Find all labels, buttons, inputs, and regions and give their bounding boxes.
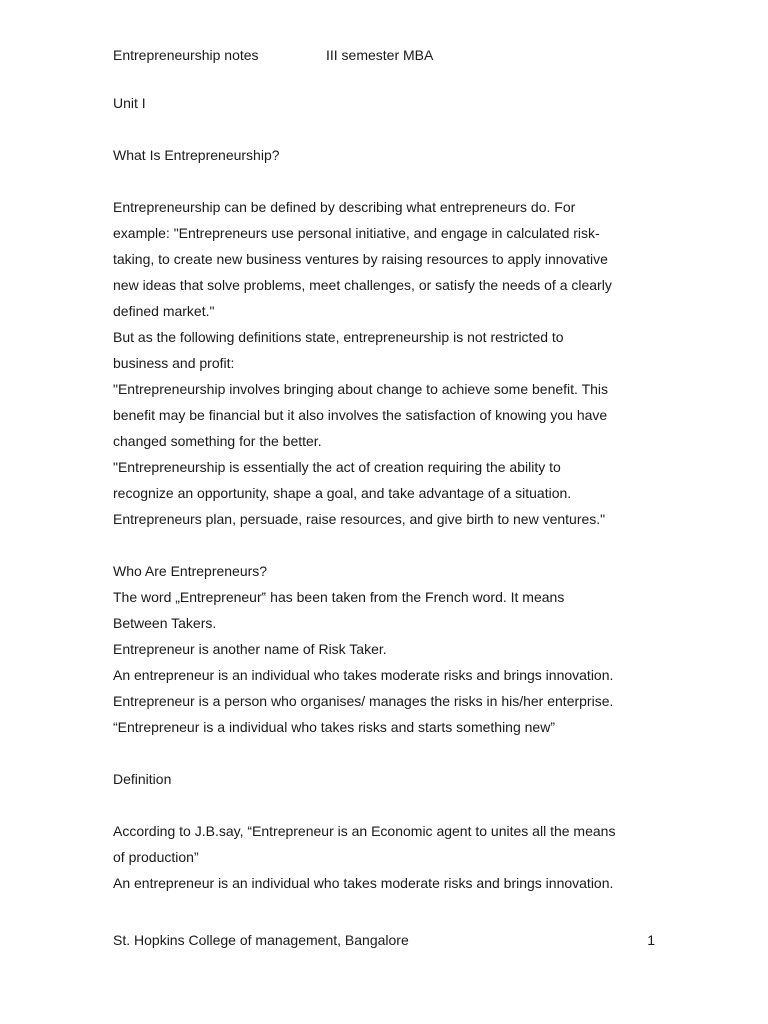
paragraph-line: changed something for the better. xyxy=(113,433,322,449)
paragraph-line: benefit may be financial but it also involves the satisfaction of knowing you have xyxy=(113,407,608,423)
blank-line xyxy=(113,740,658,766)
paragraph-line: Entrepreneur is a person who organises/ manages the risks in his/her enterprise. xyxy=(113,693,614,709)
paragraph-line: But as the following definitions state, entrepreneurship is not restricted to xyxy=(113,329,564,345)
paragraph-line: of production” xyxy=(113,849,199,865)
paragraph-line: new ideas that solve problems, meet challenges, or satisfy the needs of a clearly xyxy=(113,277,612,293)
paragraph-line: Between Takers. xyxy=(113,615,217,631)
paragraph-line: "Entrepreneurship involves bringing about change to achieve some benefit. This xyxy=(113,381,609,397)
blank-line xyxy=(113,116,658,142)
section-heading-who-are-entrepreneurs: Who Are Entrepreneurs? xyxy=(113,563,268,579)
blank-line xyxy=(113,792,658,818)
blank-line xyxy=(113,168,658,194)
paragraph-line: Entrepreneur is another name of Risk Taker. xyxy=(113,641,387,657)
paragraph-line: business and profit: xyxy=(113,355,235,371)
paragraph-line: "Entrepreneurship is essentially the act of creation requiring the ability to xyxy=(113,459,561,475)
section-heading-what-is-entrepreneurship: What Is Entrepreneurship? xyxy=(113,147,280,163)
page-footer xyxy=(113,930,655,950)
unit-heading: Unit I xyxy=(113,95,146,111)
paragraph-line: An entrepreneur is an individual who takes moderate risks and brings innovation. xyxy=(113,875,614,891)
blank-line xyxy=(113,532,658,558)
paragraph-line: According to J.B.say, “Entrepreneur is an Economic agent to unites all the means xyxy=(113,823,616,839)
header-course-title: Entrepreneurship notes xyxy=(113,47,259,63)
paragraph-line: An entrepreneur is an individual who takes moderate risks and brings innovation. xyxy=(113,667,614,683)
paragraph-line: Entrepreneurs plan, persuade, raise resources, and give birth to new ventures." xyxy=(113,511,606,527)
paragraph-line: recognize an opportunity, shape a goal, and take advantage of a situation. xyxy=(113,485,572,501)
paragraph-line: defined market." xyxy=(113,303,215,319)
page-number: 1 xyxy=(647,932,655,948)
footer-college-name: St. Hopkins College of management, Bangalore xyxy=(113,932,409,948)
paragraph-line: Entrepreneurship can be defined by describing what entrepreneurs do. For xyxy=(113,199,576,215)
paragraph-line: taking, to create new business ventures by raising resources to apply innovative xyxy=(113,251,608,267)
section-heading-definition: Definition xyxy=(113,771,172,787)
page-body xyxy=(113,90,658,896)
paragraph-line: “Entrepreneur is a individual who takes risks and starts something new” xyxy=(113,719,555,735)
paragraph-line: example: "Entrepreneurs use personal initiative, and engage in calculated risk- xyxy=(113,225,600,241)
paragraph-line: The word „Entrepreneur‟ has been taken from the French word. It means xyxy=(113,589,565,605)
header-semester: III semester MBA xyxy=(326,47,434,63)
